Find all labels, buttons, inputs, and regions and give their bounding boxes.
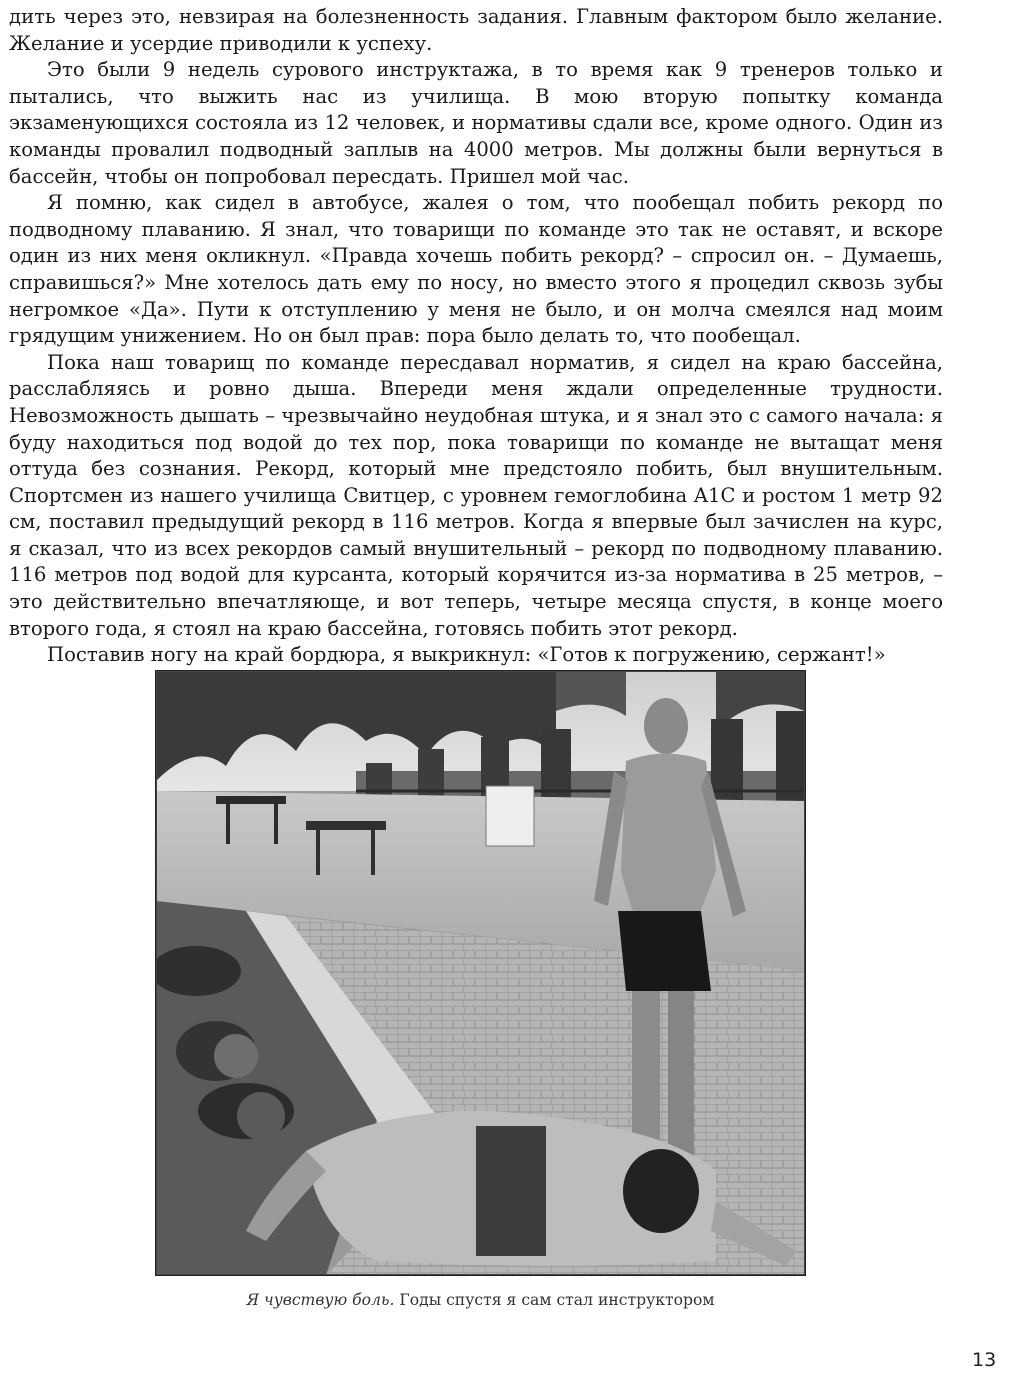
paragraph-2: Это были 9 недель сурового инструктажа, в то время как 9 тренеров только и пытались, что выжить нас из училища. В мою вторую попытку команда экзаменующихся состояла из 12 человек, и нормативы сдали все, кроме одного. Один из команды провалил подводный заплыв на 4000 метров. Мы должны были вернуться в бассейн, чтобы он попробовал пересдать. Пришел мой час. xyxy=(9,58,943,188)
figure-caption xyxy=(155,1289,806,1311)
figure-caption-text: Годы спустя я сам стал инструктором xyxy=(394,1291,715,1309)
paragraph-4: Пока наш товарищ по команде пересдавал норматив, я сидел на краю бассейна, расслабляясь и ровно дыша. Впереди меня ждали определенные трудности. Невозможность дышать – чрезвычайно неудобная штука, и я знал это с самого начала: я буду находиться под водой до тех пор, пока товарищи по команде не вытащат меня оттуда без сознания. Рекорд, который мне предстояло побить, был внушительным. Спортсмен из нашего училища Свитцер, с уровнем гемоглобина A1C и ростом 1 метр 92 см, поставил предыдущий рекорд в 116 метров. Когда я впервые был зачислен на курс, я сказал, что из всех рекордов самый внушительный – рекорд по подводному плаванию. 116 метров под водой для курсанта, который корячится из-за норматива в 25 метров, – это действительно впечатляюще, и вот теперь, четыре месяца спустя, в конце моего второго года, я стоял на краю бассейна, готовясь побить этот рекорд. xyxy=(9,350,943,640)
body-text xyxy=(9,4,943,669)
page-number: 13 xyxy=(972,1349,997,1371)
pool-photo xyxy=(155,670,806,1276)
pool-photo-illustration xyxy=(156,671,805,1275)
paragraph-3: Я помню, как сидел в автобусе, жалея о том, что пообещал побить рекорд по подводному плаванию. Я знал, что товарищи по команде это так не оставят, и вскоре один из них меня окликнул. «Правда хочешь побить рекорд? – спросил он. – Думаешь, справишься?» Мне хотелось дать ему по носу, но вместо этого я процедил сквозь зубы негромкое «Да». Пути к отступлению у меня не было, и он молча смеялся над моим грядущим унижением. Но он был прав: пора было делать то, что пообещал. xyxy=(9,191,943,348)
figure-caption-italic: Я чувствую боль. xyxy=(246,1291,395,1309)
paragraph-1: дить через это, невзирая на болезненность задания. Главным фактором было желание. Желание и усердие приводили к успеху. xyxy=(9,5,943,55)
paragraph-5: Поставив ногу на край бордюра, я выкрикнул: «Готов к погружению, сержант!» xyxy=(47,643,886,667)
